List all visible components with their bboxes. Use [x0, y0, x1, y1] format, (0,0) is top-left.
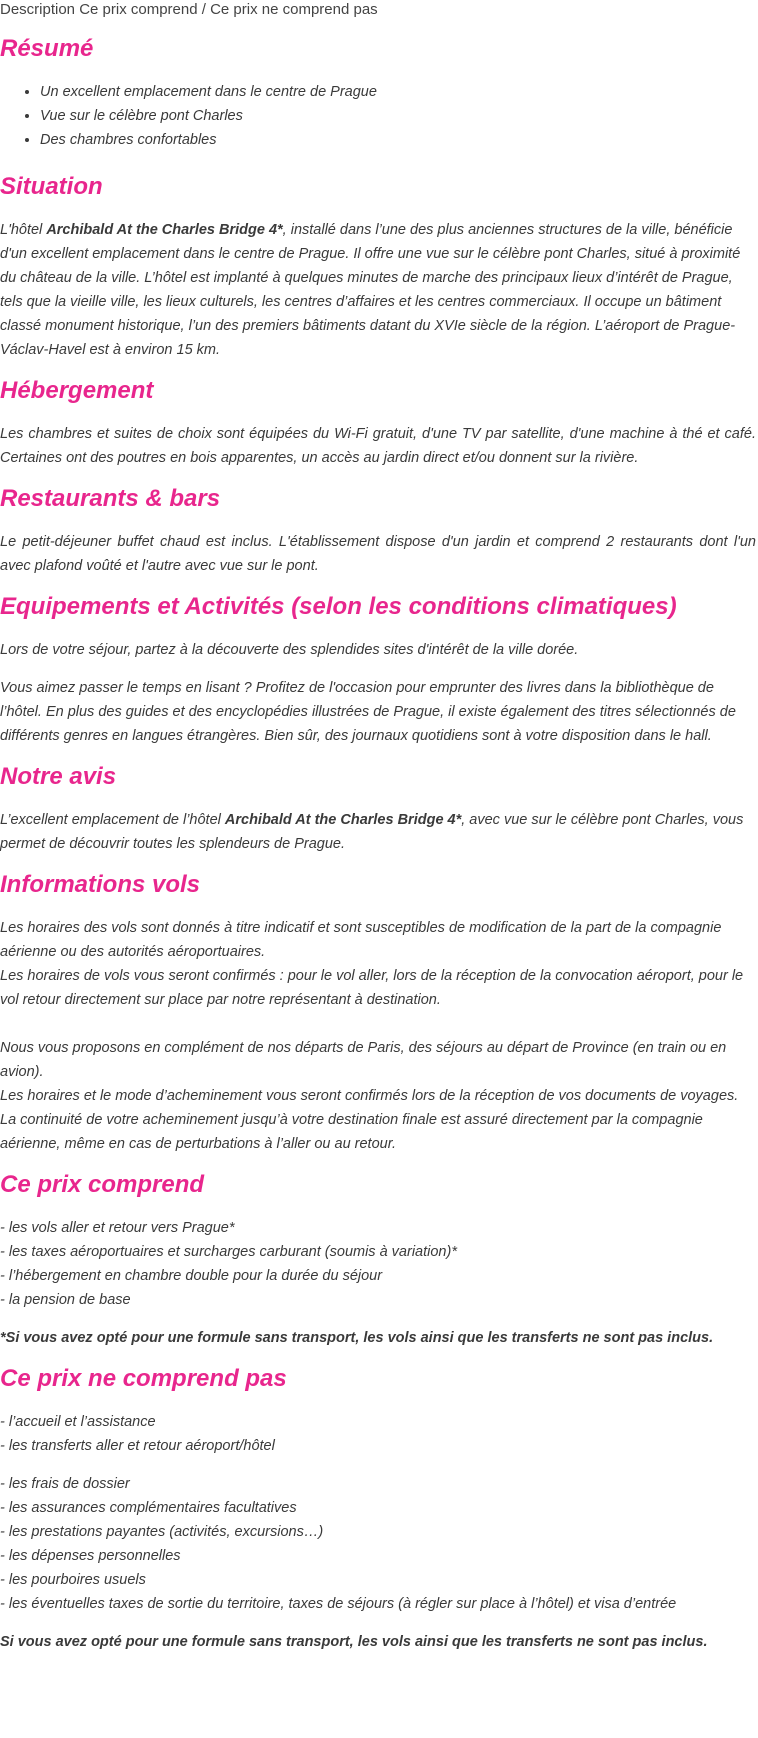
hotel-name: Archibald At the Charles Bridge 4* [224, 812, 462, 828]
situation-post: , installé dans l’une des plus anciennes structures de la ville, bénéficie d'un excellent emplacement dans le centre de Prague. Il offre une vue sur le célèbre pont Charles, situé à proximité du château de la ville. L’hôtel est implanté à quelques minutes de marche des principaux lieux d’intérêt de Prague, tels que la vieille ville, les lieux culturels, les centres d’affaires et les centres commerciaux. Il occupe un bâtiment classé monument historique, l’un des premiers bâtiments datant du XVIe siècle de la région. L’aéroport de Prague-Václav-Havel est à environ 15 km. [0, 222, 741, 358]
ne-comprend-list-b [0, 1472, 756, 1616]
list-item: • Vue sur le célèbre pont Charles [40, 104, 756, 128]
avis-text [0, 808, 756, 856]
list-item: - l’accueil et l’assistance [0, 1414, 156, 1430]
section-comprend [0, 1170, 756, 1350]
ne-comprend-title: Ce prix ne comprend pas [0, 1365, 287, 1392]
resume-title: Résumé [0, 35, 94, 62]
list-item: - les transferts aller et retour aéroport/hôtel [0, 1438, 275, 1454]
comprend-title: Ce prix comprend [0, 1171, 205, 1198]
ne-comprend-list-a [0, 1410, 756, 1458]
vols-line: La continuité de votre acheminement jusqu’à votre destination finale est assuré directement par la compagnie aérienne, même en cas de perturbations à l’aller ou au retour. [0, 1112, 703, 1152]
section-equipements [0, 592, 756, 748]
ne-comprend-note [0, 1630, 756, 1654]
list-item: - la pension de base [0, 1292, 131, 1308]
section-resume [0, 34, 756, 152]
avis-post: , avec vue sur le célèbre pont Charles, vous permet de découvrir toutes les splendeurs de Prague. [0, 812, 744, 852]
restaurants-text: Le petit-déjeuner buffet chaud est inclus. L'établissement dispose d'un jardin et comprend 2 restaurants dont l'un avec plafond voûté et l'autre avec vue sur le pont. [0, 534, 756, 574]
resume-list [0, 80, 756, 152]
equipements-text-2: Vous aimez passer le temps en lisant ? Profitez de l'occasion pour emprunter des livres dans la bibliothèque de l’hôtel. En plus des guides et des encyclopédies illustrées de Prague, il existe également des titres sélectionnés de différents genres en langues étrangères. Bien sûr, des journaux quotidiens sont à votre disposition dans le hall. [0, 680, 736, 744]
section-avis [0, 762, 756, 856]
situation-pre: L'hôtel [0, 222, 47, 238]
avis-pre: L’excellent emplacement de l’hôtel [0, 812, 225, 828]
equipements-title: Equipements et Activités (selon les conditions climatiques) [0, 593, 677, 620]
list-item: - les taxes aéroportuaires et surcharges carburant (soumis à variation)* [0, 1244, 457, 1260]
vols-text [0, 916, 756, 1156]
section-vols [0, 870, 756, 1156]
list-item: - les vols aller et retour vers Prague* [0, 1220, 235, 1236]
vols-line: Les horaires des vols sont donnés à titre indicatif et sont susceptibles de modification de la part de la compagnie aérienne ou des autorités aéroportuaires. [0, 920, 722, 960]
avis-title: Notre avis [0, 763, 117, 790]
vols-line: Les horaires de vols vous seront confirmés : pour le vol aller, lors de la réception de la convocation aéroport, pour le vol retour directement sur place par notre représentant à destination. [0, 968, 744, 1008]
hebergement-text: Les chambres et suites de choix sont équipées du Wi-Fi gratuit, d'une TV par satellite, d'une machine à thé et café. Certaines ont des poutres en bois apparentes, un accès au jardin direct et/ou donnent sur la rivière. [0, 426, 756, 466]
section-ne-comprend [0, 1364, 756, 1654]
list-item: - les assurances complémentaires facultatives [0, 1500, 297, 1516]
spacer [0, 1012, 756, 1036]
note-text: *Si vous avez opté pour une formule sans transport, les vols ainsi que les transferts ne sont pas inclus. [0, 1330, 714, 1346]
situation-text [0, 218, 756, 362]
list-item: - les prestations payantes (activités, excursions…) [0, 1524, 324, 1540]
equipements-text-1: Lors de votre séjour, partez à la découverte des splendides sites d'intérêt de la ville dorée. [0, 642, 579, 658]
vols-title: Informations vols [0, 871, 201, 898]
situation-title: Situation [0, 173, 103, 200]
list-item: - les pourboires usuels [0, 1572, 146, 1588]
list-item: • Un excellent emplacement dans le centre de Prague [40, 80, 756, 104]
hotel-name: Archibald At the Charles Bridge 4* [46, 222, 283, 238]
list-item: - les éventuelles taxes de sortie du territoire, taxes de séjours (à régler sur place à l’hôtel) et visa d’entrée [0, 1596, 677, 1612]
vols-line: Les horaires et le mode d’acheminement vous seront confirmés lors de la réception de vos documents de voyages. [0, 1088, 739, 1104]
section-restaurants [0, 484, 756, 578]
tabs-line[interactable]: Description Ce prix comprend / Ce prix ne comprend pas [0, 1, 378, 18]
section-hebergement [0, 376, 756, 470]
list-item: • Des chambres confortables [40, 128, 756, 152]
hebergement-title: Hébergement [0, 377, 154, 404]
list-item: - l’hébergement en chambre double pour la durée du séjour [0, 1268, 383, 1284]
note-text: Si vous avez opté pour une formule sans transport, les vols ainsi que les transferts ne sont pas inclus. [0, 1634, 708, 1650]
list-item: - les frais de dossier [0, 1476, 130, 1492]
section-situation [0, 172, 756, 362]
comprend-note [0, 1326, 756, 1350]
vols-line: Nous vous proposons en complément de nos départs de Paris, des séjours au départ de Province (en train ou en avion). [0, 1040, 727, 1080]
restaurants-title: Restaurants & bars [0, 485, 221, 512]
comprend-list [0, 1216, 756, 1312]
list-item: - les dépenses personnelles [0, 1548, 181, 1564]
